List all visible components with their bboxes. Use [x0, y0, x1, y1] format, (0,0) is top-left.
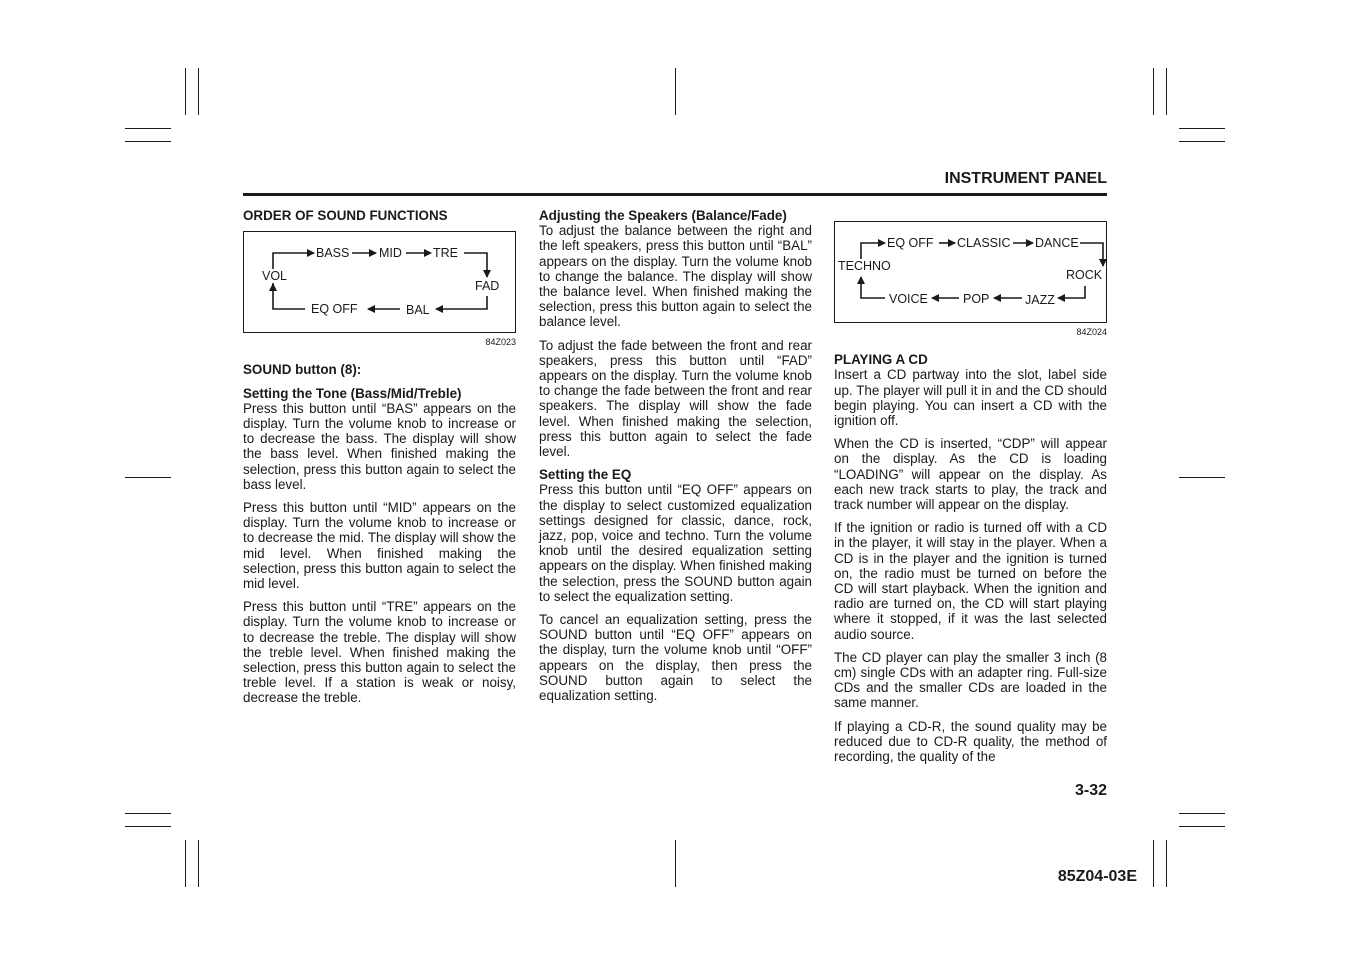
crop-mark — [125, 826, 171, 827]
label-fad: FAD — [475, 279, 500, 294]
paragraph: If playing a CD-R, the sound quality may be reduced due to CD-R quality, the method of recording, the quality of the — [834, 718, 1107, 765]
label-bass: BASS — [316, 246, 350, 261]
sound-functions-heading: ORDER OF SOUND FUNCTIONS — [243, 208, 448, 223]
label-techno: TECHNO — [838, 259, 891, 273]
paragraph: Insert a CD partway into the slot, label side up. The player will pull it in and the CD should begin playing. You can insert a CD with the ignition off. — [834, 367, 1107, 429]
crop-mark — [198, 68, 199, 115]
crop-mark — [1179, 813, 1225, 814]
eq-diagram — [834, 221, 1107, 323]
label-rock: ROCK — [1066, 268, 1103, 282]
crop-mark — [125, 128, 171, 129]
column-left — [243, 208, 516, 714]
eq-heading: Setting the EQ — [539, 467, 632, 483]
crop-mark — [125, 813, 171, 814]
crop-mark — [185, 68, 186, 115]
paragraph: Press this button until “BAS” appears on the display. Turn the volume knob to increase or to decrease the bass. The display will show the bass level. When finished making the selection, press this button again to select the bass level. — [243, 400, 516, 492]
label-bal: BAL — [406, 303, 430, 318]
paragraph: Press this button until “TRE” appears on the display. Turn the volume knob to increase or to decrease the treble. The display will show the treble level. When finished making the selection, press this button again to select the treble level. If a station is weak or noisy, decrease the treble. — [243, 599, 516, 706]
label-voice: VOICE — [889, 292, 928, 306]
tone-heading: Setting the Tone (Bass/Mid/Treble) — [243, 385, 462, 401]
column-middle — [539, 208, 812, 711]
crop-mark — [185, 840, 186, 887]
figure-code: 84Z023 — [485, 337, 516, 348]
paragraph: To adjust the balance between the right and the left speakers, press this button until “BAL” appears on the display. Turn the volume knob to change the balance. The display will show the balance level. When finished making the selection, press this button again to select the balance level. — [539, 223, 812, 330]
figure-code: 84Z024 — [1076, 327, 1107, 337]
header-rule — [243, 193, 1107, 196]
crop-mark — [1153, 68, 1154, 115]
paragraph: The CD player can play the smaller 3 inch (8 cm) single CDs with an adapter ring. Full-size CDs and the smaller CDs are loaded in the same manner. — [834, 649, 1107, 711]
column-right — [834, 208, 1107, 772]
crop-mark — [1179, 826, 1225, 827]
speakers-heading: Adjusting the Speakers (Balance/Fade) — [539, 208, 787, 223]
crop-mark — [675, 840, 676, 887]
section-title: INSTRUMENT PANEL — [944, 170, 1107, 187]
crop-mark — [1166, 840, 1167, 887]
document-code: 85Z04-03E — [1057, 868, 1137, 885]
crop-mark — [125, 477, 171, 478]
label-jazz: JAZZ — [1025, 293, 1055, 307]
label-pop: POP — [963, 292, 990, 306]
crop-mark — [1179, 128, 1225, 129]
crop-mark — [1179, 141, 1225, 142]
label-mid: MID — [379, 246, 402, 261]
paragraph: If the ignition or radio is turned off with a CD in the player, it will stay in the player. When a CD is in the player and the ignition is turned on, the radio must be turned on before the CD will start playback. When the ignition and radio are turned on, the CD will start playing where it stopped, if it was the last selected audio source. — [834, 520, 1107, 642]
label-eq-off: EQ OFF — [311, 302, 358, 317]
label-dance: DANCE — [1035, 236, 1079, 250]
crop-mark — [675, 68, 676, 115]
sound-functions-diagram — [243, 231, 516, 333]
playing-cd-heading: PLAYING A CD — [834, 352, 928, 368]
label-classic: CLASSIC — [957, 236, 1011, 250]
crop-mark — [1153, 840, 1154, 887]
label-vol: VOL — [262, 269, 288, 284]
label-eq-off: EQ OFF — [887, 236, 934, 250]
label-tre: TRE — [433, 246, 458, 261]
page-number: 3-32 — [1074, 782, 1107, 799]
paragraph: Press this button until “EQ OFF” appears on the display to select customized equalization settings designed for classic, dance, rock, jazz, pop, voice and techno. Turn the volume knob until the desired equalization setting appears on the display. When finished making the selection, press the SOUND button again to select the equalization setting. — [539, 482, 812, 604]
crop-mark — [1179, 477, 1225, 478]
paragraph: Press this button until “MID” appears on the display. Turn the volume knob to increase or to decrease the mid. The display will show the mid level. When finished making the selection, press this button again to select the mid level. — [243, 500, 516, 592]
crop-mark — [125, 141, 171, 142]
crop-mark — [198, 840, 199, 887]
paragraph: To adjust the fade between the front and rear speakers, press this button until “FAD” appears on the display. Turn the volume knob to change the fade between the front and rear speakers. The display will show the fade level. When finished making the selection, press this button again to select the fade level. — [539, 337, 812, 460]
paragraph: To cancel an equalization setting, press the SOUND button until “EQ OFF” appears on the display, turn the volume knob until “OFF” appears on the display, then press the SOUND button again to select the equalization setting. — [539, 612, 812, 704]
sound-button-heading: SOUND button (8): — [243, 362, 362, 378]
crop-mark — [1166, 68, 1167, 115]
paragraph: When the CD is inserted, “CDP” will appear on the display. As the CD is loading “LOADING” will appear on the display. As each new track starts to play, the track and track number will appear on the display. — [834, 436, 1107, 513]
